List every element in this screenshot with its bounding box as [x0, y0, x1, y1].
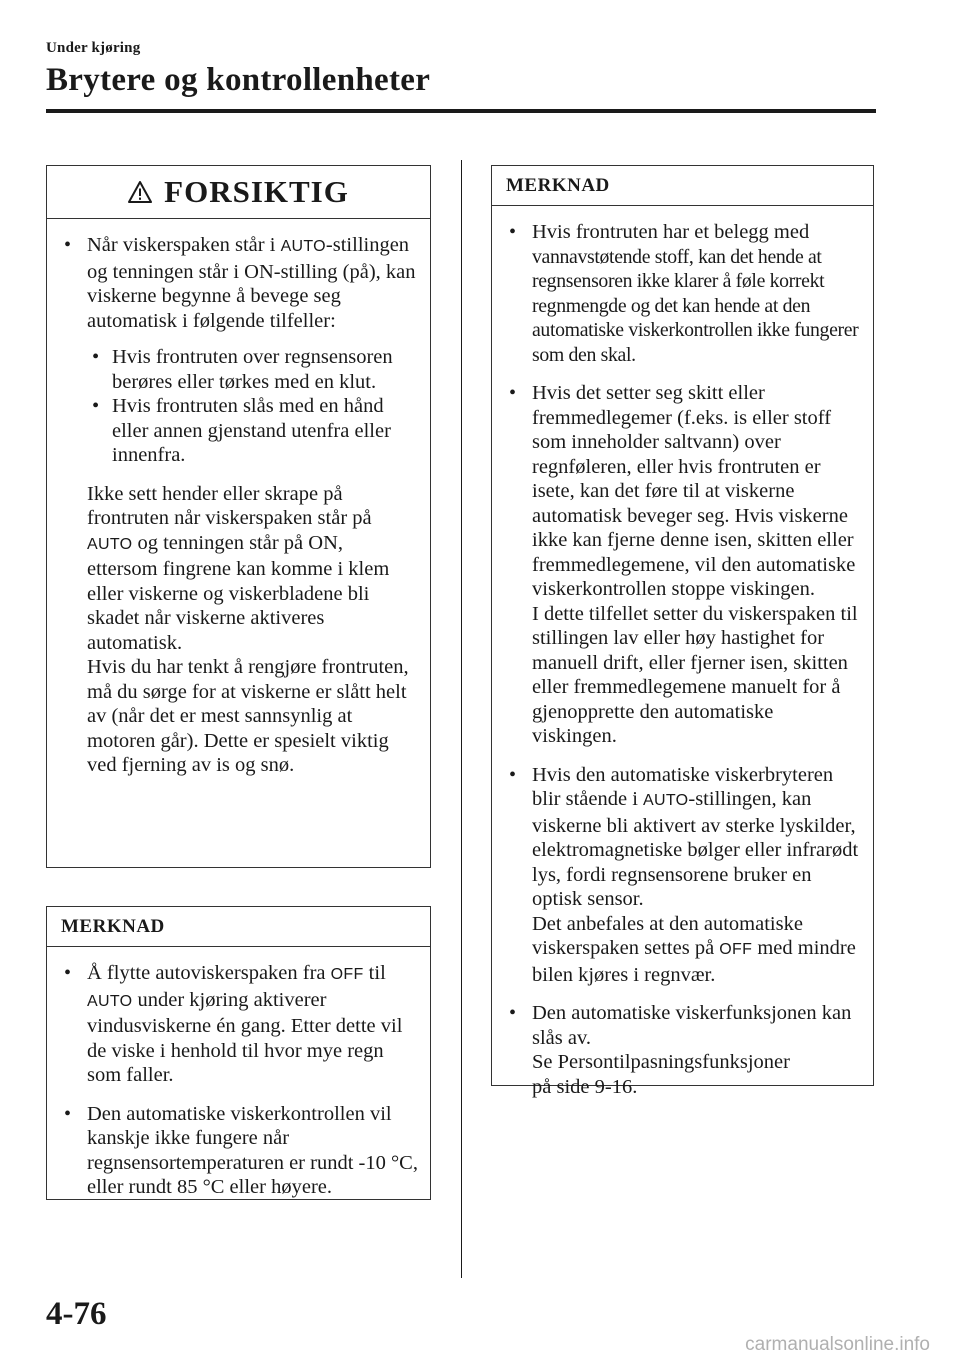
caution-sub-text: Hvis frontruten slås med en hånd eller annen gjenstand utenfra eller innenfra. — [112, 395, 391, 466]
caution-sub-text: Hvis frontruten over regnsensoren berøres eller tørkes med en klut. — [112, 346, 393, 393]
cross-reference-link[interactable]: Se Persontilpasningsfunksjoner — [532, 1051, 790, 1073]
sub-bullet-dot: • — [92, 346, 100, 368]
caution-title: FORSIKTIG — [164, 174, 349, 209]
switch-position-auto: AUTO — [280, 238, 326, 255]
note-header: MERKNAD — [47, 907, 430, 947]
switch-position-off: OFF — [719, 941, 753, 958]
note-bullet — [63, 1102, 418, 1200]
caution-paragraph — [87, 482, 418, 656]
note-text-line — [532, 912, 863, 988]
column-divider — [461, 160, 462, 1278]
note-text: Den automatiske viskerfunksjonen kan slås av. — [532, 1002, 852, 1049]
bullet-dot: • — [64, 234, 72, 256]
sub-bullet-dot: • — [92, 395, 100, 417]
note-box-right — [491, 165, 874, 1098]
note-bullet — [508, 381, 863, 749]
page-title: Brytere og kontrollenheter — [46, 62, 431, 98]
cross-reference-page: på side 9-16. — [532, 1075, 638, 1098]
note-text: -stillingen, kan viskerne bli aktivert av sterke lyskilder, elektromagnetiske bølger eller infrarødt lys, fordi regnsensorene bruker en optisk sensor. — [532, 788, 859, 910]
bullet-dot: • — [64, 1102, 72, 1125]
note-text: under kjøring aktiverer vindusviskerne én gang. Etter dette vil de viske i henhold til hvor mye regn som faller. — [87, 988, 403, 1086]
note-text: til — [363, 962, 386, 984]
caution-bullet-text: Når viskerspaken står i — [87, 234, 281, 256]
caution-box — [46, 165, 431, 868]
note-header: MERKNAD — [492, 166, 873, 206]
note-text: Den automatiske viskerkontrollen vil kanskje ikke fungere når regnsensortemperaturen er rundt -10 °C, eller rundt 85 °C eller høyere. — [87, 1102, 418, 1198]
section-label: Under kjøring — [46, 40, 141, 56]
warning-triangle-icon — [128, 180, 152, 204]
note-box-left — [46, 906, 431, 1200]
caution-body — [47, 219, 430, 802]
caution-paragraph-text: og tenningen står på ON, ettersom fingrene kan komme i klem eller viskerne og viskerbladene bli skadet når viskerne aktiveres automatisk. — [87, 531, 390, 654]
note-text: Hvis den automatiske viskerbryteren blir stående i — [532, 763, 834, 810]
bullet-dot: • — [509, 382, 517, 404]
note-body — [47, 947, 430, 1224]
note-text: Hvis det setter seg skitt eller fremmedlegemer (f.eks. is eller stoff som inneholder saltvann) over regnføleren, eller hvis frontruten er isete, kan det føre til at viskerne automatisk beveger seg. Hvis viskerne ikke kan fjerne denne isen, skitten eller fremmedlegemene, vil den automatiske viskerkontrollen stoppe viskingen. — [532, 382, 856, 600]
switch-position-auto: AUTO — [87, 992, 133, 1010]
caution-header — [47, 166, 430, 219]
note-text: Det anbefales at den automatiske viskerspaken settes på — [532, 912, 803, 959]
watermark: carmanualsonline.info — [745, 1334, 930, 1355]
switch-position-auto: AUTO — [643, 792, 689, 809]
caution-paragraph-text: Ikke sett hender eller skrape på frontruten når viskerspaken står på — [87, 482, 372, 529]
caution-bullet — [63, 233, 418, 778]
caution-bullet-text: -stillingen og tenningen står i ON-stilling (på), kan viskerne begynne å bevege seg automatisk i følgende tilfeller: — [87, 234, 416, 332]
note-bullet — [508, 220, 863, 367]
note-text: Hvis frontruten har et belegg med — [532, 221, 810, 243]
note-bullet — [508, 1001, 863, 1099]
note-bullet — [63, 961, 418, 1088]
caution-paragraph: Hvis du har tenkt å rengjøre frontruten, må du sørge for at viskerne er slått helt av (når det er mest sannsynlig at motoren går). Dette er spesielt viktig ved fjerning av is og snø. — [87, 656, 409, 776]
caution-sub-bullet — [87, 345, 418, 394]
bullet-dot: • — [509, 763, 517, 786]
switch-position-auto: AUTO — [87, 535, 133, 553]
bullet-dot: • — [64, 962, 72, 984]
page-number: 4-76 — [46, 1296, 107, 1332]
note-text: vannavstøtende stoff, kan det hende at regnsensoren ikke klarer å føle korrekt regnmengde og det kan hende at den automatiske viskerkontrollen ikke fungerer som den skal. — [532, 245, 859, 366]
title-rule — [46, 109, 876, 113]
bullet-dot: • — [509, 1002, 517, 1024]
note-text: Å flytte autoviskerspaken fra — [87, 962, 331, 984]
caution-sub-bullet — [87, 394, 418, 468]
switch-position-off: OFF — [330, 966, 364, 983]
note-text: I dette tilfellet setter du viskerspaken til stillingen lav eller høy hastighet for manuell drift, eller fjerner isen, skitten eller fremmedlegemene manuelt for å gjenopprette den automatiske viskingen. — [532, 602, 858, 747]
bullet-dot: • — [509, 221, 517, 243]
note-text: med mindre bilen kjøres i regnvær. — [532, 937, 856, 986]
note-bullet — [508, 763, 863, 988]
note-body — [492, 206, 873, 1123]
